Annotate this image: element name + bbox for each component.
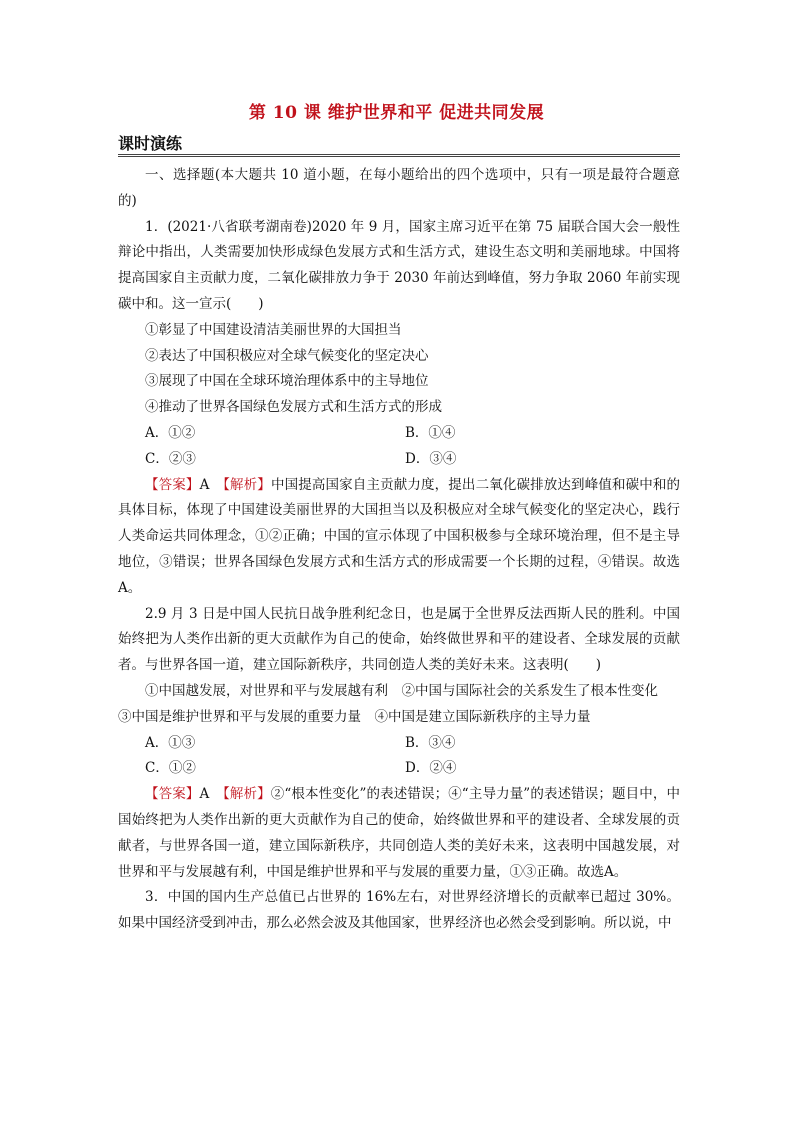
- question-2-stem: 2.9 月 3 日是中国人民抗日战争胜利纪念日，也是属于全世界反法西斯人民的胜利。中国始终把为人类作出新的更大贡献作为自己的使命，始终做世界和平的建设者、全球发展的贡献者。与世界各国一道，建立国际新秩序，共同创造人类的美好未来。这表明( ): [118, 605, 680, 674]
- question-1-item-4: ④推动了世界各国绿色发展方式和生活方式的形成: [145, 399, 442, 416]
- question-1-item-3: ③展现了中国在全球环境治理体系中的主导地位: [145, 373, 429, 390]
- question-1-choice-d: D．③④: [405, 450, 457, 467]
- analysis-text: 中国提高国家自主贡献力度，提出二氧化碳排放达到峰值和碳中和的具体目标，体现了中国建设美丽世界的大国担当以及积极应对全球气候变化的坚定决心，践行人类命运共同体理念，①②正确；中国的宣示体现了中国积极参与全球环境治理，但不是主导地位，③错误；世界各国绿色发展方式和生活方式的形成需要一个长期的过程，④错误。故选A。: [118, 476, 681, 596]
- answer-label: 【答案】: [145, 476, 200, 493]
- answer-label: 【答案】: [145, 786, 200, 803]
- question-1-choices-row-1: [118, 421, 680, 447]
- question-2-answer: [118, 782, 680, 885]
- question-1-answer: [118, 473, 680, 602]
- question-1-choice-a: A．①②: [145, 424, 196, 441]
- analysis-label: 【解析】: [223, 476, 271, 493]
- question-2-choice-b: B．③④: [405, 734, 456, 751]
- question-1-choice-b: B．①④: [405, 424, 456, 441]
- section-heading: 课时演练: [118, 134, 183, 153]
- analysis-label: 【解析】: [222, 786, 271, 803]
- question-2-items-line-2: ③中国是维护世界和平与发展的重要力量 ④中国是建立国际新秩序的主导力量: [118, 708, 591, 725]
- answer-value: A: [199, 786, 210, 803]
- document-body: [118, 163, 680, 937]
- answer-value: A: [199, 476, 210, 493]
- question-1-item-1: ①彰显了中国建设清洁美丽世界的大国担当: [145, 321, 402, 338]
- question-1-stem: 1．(2021·八省联考湖南卷)2020 年 9 月，国家主席习近平在第 75 届联合国大会一般性辩论中指出，人类需要加快形成绿色发展方式和生活方式，建设生态文明和美丽地球。中国将提高国家自主贡献力度，二氧化碳排放力争于 2030 年前达到峰值，努力争取 2060 年前实现碳中和。这一宣示( ): [118, 218, 680, 312]
- question-2-choice-c: C．①②: [145, 760, 196, 777]
- question-1-choices-row-2: [118, 447, 680, 473]
- question-2-choices-row-1: [118, 731, 680, 757]
- heading-divider: [118, 154, 680, 157]
- analysis-text: ②“根本性变化”的表述错误；④“主导力量”的表述错误；题目中，中国始终把为人类作出新的更大贡献作为自己的使命，始终做世界和平的建设者、全球发展的贡献者，与世界各国一道，建立国际新秩序，共同创造人类的美好未来，这表明中国越发展，对世界和平与发展越有利，中国是维护世界和平与发展的重要力量，①③正确。故选A。: [118, 786, 681, 880]
- question-3-stem: 3．中国的国内生产总值已占世界的 16%左右，对世界经济增长的贡献率已超过 30%。如果中国经济受到冲击，那么必然会波及其他国家，世界经济也必然会受到影响。所以说，中: [118, 889, 680, 932]
- question-2-items-line-1: ①中国越发展，对世界和平与发展越有利 ②中国与国际社会的关系发生了根本性变化: [145, 682, 658, 699]
- lesson-title: 第 10 课 维护世界和平 促进共同发展: [248, 103, 545, 123]
- question-1-item-2: ②表达了中国积极应对全球气候变化的坚定决心: [145, 347, 429, 364]
- question-2-choices-row-2: [118, 756, 680, 782]
- section-intro: 一、选择题(本大题共 10 道小题，在每小题给出的四个选项中，只有一项是最符合题意的): [118, 167, 680, 209]
- question-1-choice-c: C．②③: [145, 450, 196, 467]
- question-2-choice-d: D．②④: [405, 760, 457, 777]
- question-2-choice-a: A．①③: [145, 734, 196, 751]
